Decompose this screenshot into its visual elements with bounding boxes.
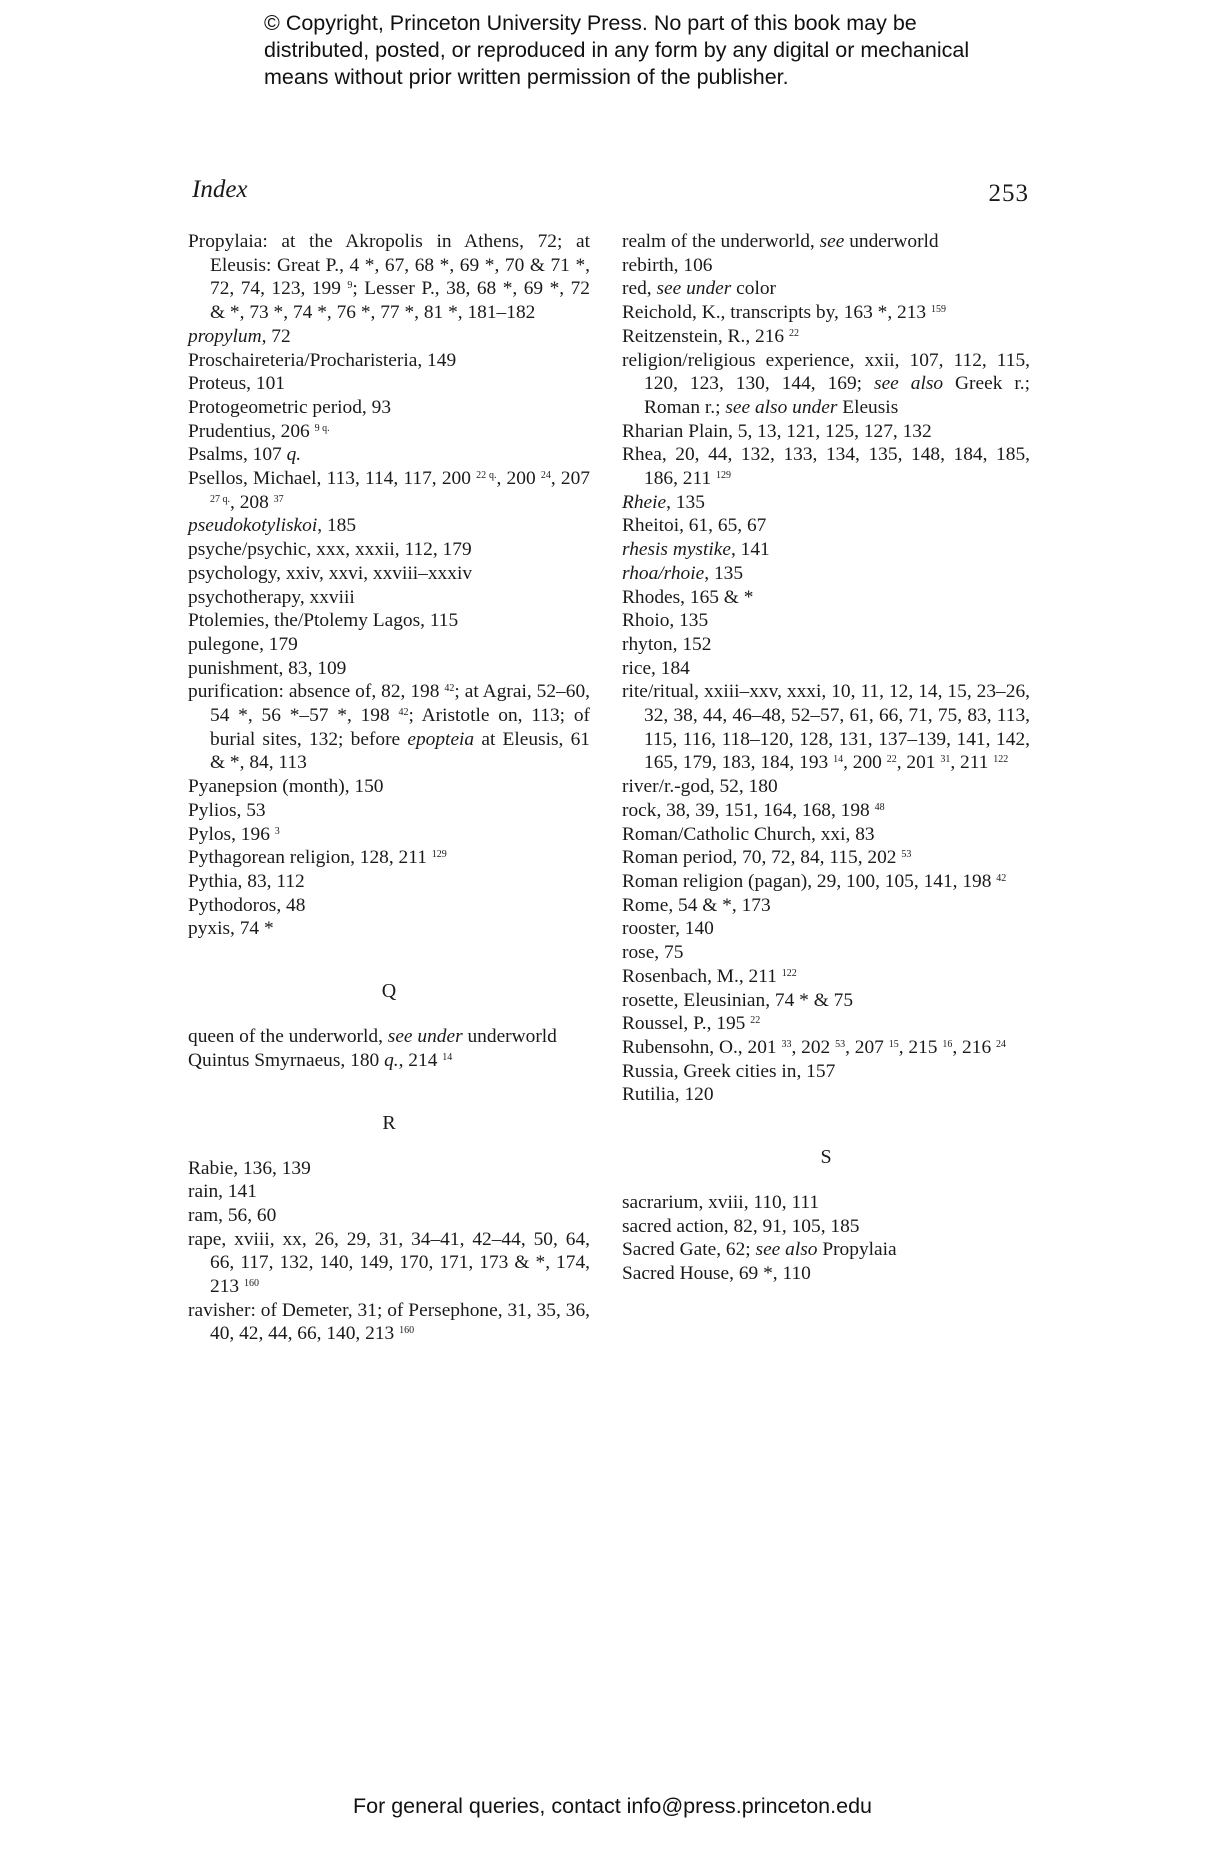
- index-entry: Pylios, 53: [188, 799, 266, 821]
- index-entry: Roussel, P., 195 $^{22}$: [622, 1013, 761, 1035]
- index-entry: Pyanepsion (month), 150: [188, 776, 384, 798]
- index-entry: Rabie, 136, 139: [188, 1157, 311, 1179]
- index-entry: Quintus Smyrnaeus, 180 q., 214 $^{14}$: [188, 1049, 453, 1071]
- index-entry: ram, 56, 60: [188, 1204, 277, 1226]
- index-entry: Pylos, 196 $^3$: [188, 823, 280, 845]
- index-entry: Rosenbach, M., 211 $^{122}$: [622, 965, 797, 987]
- index-entry: punishment, 83, 109: [188, 657, 347, 679]
- index-entry: Psalms, 107 q.: [188, 444, 302, 466]
- index-entry: Rome, 54 & *, 173: [622, 894, 771, 916]
- index-entry: Roman religion (pagan), 29, 100, 105, 141, 198 $^{42}$: [622, 870, 1007, 892]
- index-entry: rape, xviii, xx, 26, 29, 31, 34–41, 42–44, 50, 64, 66, 117, 132, 140, 149, 170, 171, 173 & *, 174, 213 $^{160}$: [188, 1228, 590, 1298]
- index-entry: river/r.-god, 52, 180: [622, 776, 778, 798]
- index-entry: Psellos, Michael, 113, 114, 117, 200 $^{22 q.}$, 200 $^{24}$, 207 $^{27 q.}$, 208 $^{37}$: [188, 468, 590, 513]
- copyright-line: © Copyright, Princeton University Press. No part of this book may be: [264, 11, 917, 35]
- index-entry: ravisher: of Demeter, 31; of Persephone, 31, 35, 36, 40, 42, 44, 66, 140, 213 $^{160}$: [188, 1299, 590, 1345]
- index-entry: Rheitoi, 61, 65, 67: [622, 515, 767, 537]
- copyright-notice: [264, 10, 1024, 91]
- section-letter: S: [820, 1146, 832, 1169]
- index-entry: rhyton, 152: [622, 633, 712, 655]
- index-entry: rice, 184: [622, 657, 690, 679]
- index-entry: religion/religious experience, xxii, 107, 112, 115, 120, 123, 130, 144, 169; see also Greek r.; Roman r.; see also under Eleusis: [622, 349, 1030, 418]
- section-letter: R: [382, 1111, 396, 1134]
- index-entry: Prudentius, 206 $^{9 q.}$: [188, 420, 330, 442]
- index-entry: rock, 38, 39, 151, 164, 168, 198 $^{48}$: [622, 799, 885, 821]
- index-column-left: [188, 230, 590, 1346]
- index-entry: pseudokotyliskoi, 185: [188, 515, 357, 537]
- index-entry: Reitzenstein, R., 216 $^{22}$: [622, 325, 799, 347]
- index-entry: Pythia, 83, 112: [188, 870, 305, 892]
- index-entry: Rhea, 20, 44, 132, 133, 134, 135, 148, 184, 185, 186, 211 $^{129}$: [622, 444, 1030, 490]
- running-head: [192, 176, 1029, 210]
- index-title: Index: [192, 176, 248, 203]
- index-entry: Sacred House, 69 *, 110: [622, 1263, 811, 1285]
- index-entry: Roman period, 70, 72, 84, 115, 202 $^{53}$: [622, 847, 912, 869]
- index-entry: rite/ritual, xxiii–xxv, xxxi, 10, 11, 12, 14, 15, 23–26, 32, 38, 44, 46–48, 52–57, 61, 66, 71, 75, 83, 113, 115, 116, 118–120, 128, 131, 137–139, 141, 142, 165, 179, 183, 184, 193 $^{14}$, 200 $^{22}$, 201 $^{31}$, 211 $^{122}$: [622, 681, 1030, 774]
- index-entry: Ptolemies, the/Ptolemy Lagos, 115: [188, 610, 459, 632]
- index-entry: Rheie, 135: [622, 491, 705, 513]
- index-entry: Rubensohn, O., 201 $^{33}$, 202 $^{53}$, 207 $^{15}$, 215 $^{16}$, 216 $^{24}$: [622, 1036, 1006, 1058]
- index-entry: rose, 75: [622, 942, 684, 964]
- index-entry: purification: absence of, 82, 198 $^{42}$; at Agrai, 52–60, 54 *, 56 *–57 *, 198 $^{42}$; Aristotle on, 113; of burial sites, 132; before epopteia at Eleusis, 61 & *, 84, 113: [188, 681, 590, 774]
- index-entry: Proschaireteria/Procharisteria, 149: [188, 349, 457, 371]
- page-number: 253: [988, 180, 1029, 207]
- index-entry: Rhodes, 165 & *: [622, 586, 754, 608]
- footer-contact: For general queries, contact info@press.princeton.edu: [352, 1794, 872, 1818]
- index-entry: Rutilia, 120: [622, 1084, 714, 1106]
- index-entry: realm of the underworld, see underworld: [622, 231, 939, 252]
- index-entry: Roman/Catholic Church, xxi, 83: [622, 823, 875, 845]
- index-entry: Sacred Gate, 62; see also Propylaia: [622, 1239, 897, 1261]
- index-entry: rain, 141: [188, 1181, 257, 1203]
- index-entry: Russia, Greek cities in, 157: [622, 1060, 836, 1082]
- index-entry: red, see under color: [622, 278, 777, 300]
- index-entry: Pythodoros, 48: [188, 894, 306, 916]
- index-entry: rhesis mystike, 141: [622, 539, 770, 561]
- copyright-line: distributed, posted, or reproduced in any form by any digital or mechanical: [264, 38, 970, 62]
- index-entry: Reichold, K., transcripts by, 163 *, 213 $^{159}$: [622, 302, 946, 324]
- section-letter: Q: [381, 980, 397, 1003]
- index-entry: rhoa/rhoie, 135: [622, 562, 744, 584]
- index-entry: queen of the underworld, see under underworld: [188, 1026, 557, 1048]
- index-entry: rosette, Eleusinian, 74 * & 75: [622, 989, 854, 1011]
- index-entry: pulegone, 179: [188, 633, 298, 655]
- index-entry: Pythagorean religion, 128, 211 $^{129}$: [188, 847, 447, 869]
- copyright-line: means without prior written permission of the publisher.: [264, 65, 789, 89]
- index-entry: Propylaia: at the Akropolis in Athens, 72; at Eleusis: Great P., 4 *, 67, 68 *, 69 *, 70 & 71 *, 72, 74, 123, 199 $^9$; Lesser P., 38, 68 *, 69 *, 72 & *, 73 *, 74 *, 76 *, 77 *, 81 *, 181–182: [188, 231, 590, 324]
- index-entry: psychotherapy, xxviii: [188, 586, 355, 608]
- index-entry: sacred action, 82, 91, 105, 185: [622, 1215, 860, 1237]
- index-entry: rebirth, 106: [622, 254, 713, 276]
- index-entry: rooster, 140: [622, 918, 714, 940]
- index-entry: sacrarium, xviii, 110, 111: [622, 1192, 820, 1214]
- index-entry: pyxis, 74 *: [188, 918, 274, 940]
- index-entry: Rhoio, 135: [622, 610, 709, 632]
- index-column-right: [622, 230, 1030, 1286]
- index-entry: propylum, 72: [188, 325, 291, 347]
- index-entry: psychology, xxiv, xxvi, xxviii–xxxiv: [188, 562, 473, 584]
- index-entry: Protogeometric period, 93: [188, 396, 392, 418]
- index-entry: Rharian Plain, 5, 13, 121, 125, 127, 132: [622, 420, 932, 442]
- index-entry: Proteus, 101: [188, 373, 285, 395]
- index-entry: psyche/psychic, xxx, xxxii, 112, 179: [188, 539, 472, 561]
